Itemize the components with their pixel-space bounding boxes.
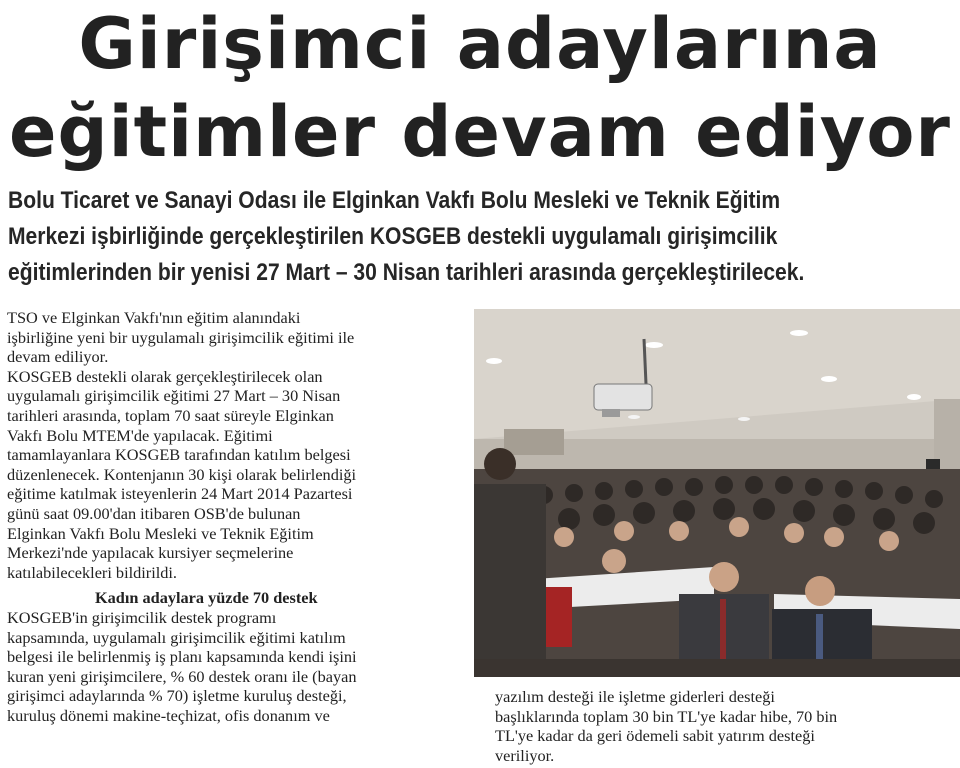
body-line: tarihleri arasında, toplam 70 saat süreyle Elginkan xyxy=(7,405,334,425)
body-line: tamamlayanlara KOSGEB tarafından katılım belgesi xyxy=(7,445,351,465)
subhead-line-2: Merkezi işbirliğinde gerçekleştirilen KOSGEB destekli uygulamalı girişimcilik xyxy=(8,223,778,250)
body-line: girişimci adaylarında % 70) işletme kuruluş desteği, xyxy=(7,686,347,706)
body-line: günü saat 09.00'dan itibaren OSB'de bulunan xyxy=(7,503,301,523)
body-line: başlıklarında toplam 30 bin TL'ye kadar hibe, 70 bin xyxy=(495,706,838,726)
body-line: devam ediliyor. xyxy=(7,347,109,367)
body-line: Merkezi'nde yapılacak kursiyer seçmelerine xyxy=(7,543,294,563)
body-line: KOSGEB destekli olarak gerçekleştirilecek olan xyxy=(7,366,323,386)
body-line: katılabilecekleri bildirildi. xyxy=(7,562,177,582)
headline xyxy=(0,0,960,176)
paragraph-2 xyxy=(7,608,469,726)
body-line: uygulamalı girişimcilik eğitimi 27 Mart – 30 Nisan xyxy=(7,386,341,406)
paragraph-1 xyxy=(7,308,469,582)
subheadline xyxy=(8,183,954,291)
body-line: düzenlenecek. Kontenjanın 30 kişi olarak belirlendiği xyxy=(7,464,357,484)
body-line: işbirliğine yeni bir uygulamalı girişimcilik eğitimi ile xyxy=(7,327,355,347)
section-subtitle: Kadın adaylara yüzde 70 destek xyxy=(95,588,318,608)
body-line: KOSGEB'in girişimcilik destek programı xyxy=(7,607,277,627)
body-line: kuran yeni girişimcilere, % 60 destek oranı ile (bayan xyxy=(7,666,357,686)
body-line: TL'ye kadar da geri ödemeli sabit yatırım desteği xyxy=(495,726,815,746)
body-line: Vakfı Bolu MTEM'de yapılacak. Eğitimi xyxy=(7,425,273,445)
classroom-photo-illustration xyxy=(474,309,960,677)
body-line: Elginkan Vakfı Bolu Mesleki ve Teknik Eğitim xyxy=(7,523,314,543)
headline-line-1: Girişimci adaylarına xyxy=(78,3,882,85)
body-line: TSO ve Elginkan Vakfı'nın eğitim alanındaki xyxy=(7,308,301,327)
body-line: kapsamında, uygulamalı girişimcilik eğitimi katılım xyxy=(7,627,346,647)
article-body-right-column xyxy=(495,687,955,765)
subhead-line-3: eğitimlerinden bir yenisi 27 Mart – 30 Nisan tarihleri arasında gerçekleştirilecek. xyxy=(8,259,805,286)
subhead-line-1: Bolu Ticaret ve Sanayi Odası ile Elginkan Vakfı Bolu Mesleki ve Teknik Eğitim xyxy=(8,187,781,214)
classroom-photo xyxy=(474,309,960,677)
body-line: eğitime katılmak isteyenlerin 24 Mart 2014 Pazartesi xyxy=(7,484,353,504)
article-body-left-column xyxy=(7,308,469,725)
body-line: yazılım desteği ile işletme giderleri desteği xyxy=(495,687,775,706)
body-line: kuruluş dönemi makine-teçhizat, ofis donanım ve xyxy=(7,705,330,725)
body-line: veriliyor. xyxy=(495,745,555,765)
headline-line-2: eğitimler devam ediyor xyxy=(9,91,951,173)
body-line: belgesi ile belirlenmiş iş planı kapsamında kendi işini xyxy=(7,647,357,667)
